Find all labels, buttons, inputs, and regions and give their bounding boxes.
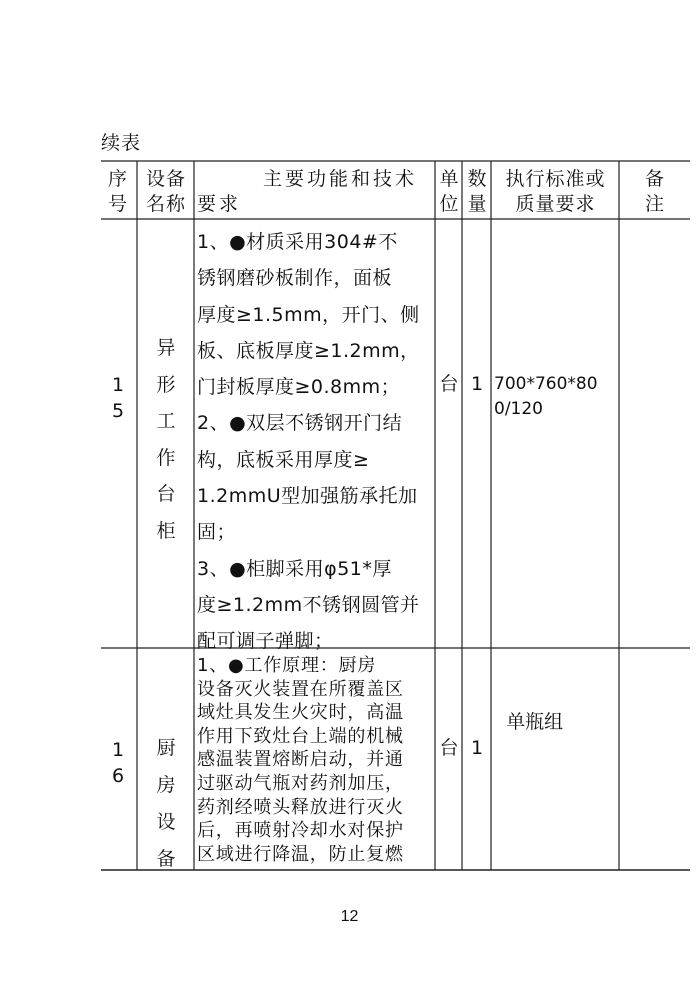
row-quantity: 1 — [470, 737, 484, 759]
row-seq: 1 5 — [112, 374, 125, 422]
row-unit: 台 — [439, 373, 459, 395]
header-quantity: 数 量 — [467, 168, 487, 215]
header-function: 主要功能和技术要求 — [197, 168, 418, 215]
table-caption: 续表 — [101, 132, 142, 154]
row-function: 1、●工作原理：厨房 设备灭火装置在所覆盖区 域灶具发生火灾时，高温 作用下致灶台上端的机械 感温装置熔断启动，并通 过驱动气瓶对药剂加压， 药剂经喷头释放进行灭火 后，再喷射冷却水对保护 区域进行降温，防止复燃 — [197, 655, 404, 865]
row-standard: 单瓶组 — [494, 711, 564, 733]
header-unit: 单 位 — [439, 168, 459, 215]
header-name: 设备 名称 — [145, 168, 186, 215]
header-standard: 执行标准或 质量要求 — [505, 168, 606, 215]
header-note: 备 注 — [644, 168, 664, 215]
row-quantity: 1 — [470, 373, 484, 395]
row-name: 异 形 工 作 台 柜 — [156, 337, 176, 542]
row-seq: 1 6 — [112, 739, 125, 787]
header-seq: 序 号 — [107, 168, 130, 215]
page-number: 12 — [340, 908, 359, 925]
row-standard: 700*760*80 0/120 — [494, 374, 598, 419]
row-unit: 台 — [439, 737, 459, 759]
row-function: 1、●材质采用304#不 锈钢磨砂板制作，面板 厚度≥1.5mm，开门、侧 板、底板厚度≥1.2mm， 门封板厚度≥0.8mm； 2、●双层不锈钢开门结 构，底板采用厚度≥ 1.2mmU型加强筋承托加 固； 3、●柜脚采用φ51*厚 度≥1.2mm不锈钢圆管并 配可调子弹脚； — [197, 231, 420, 653]
row-name: 厨 房 设 备 — [156, 737, 176, 870]
